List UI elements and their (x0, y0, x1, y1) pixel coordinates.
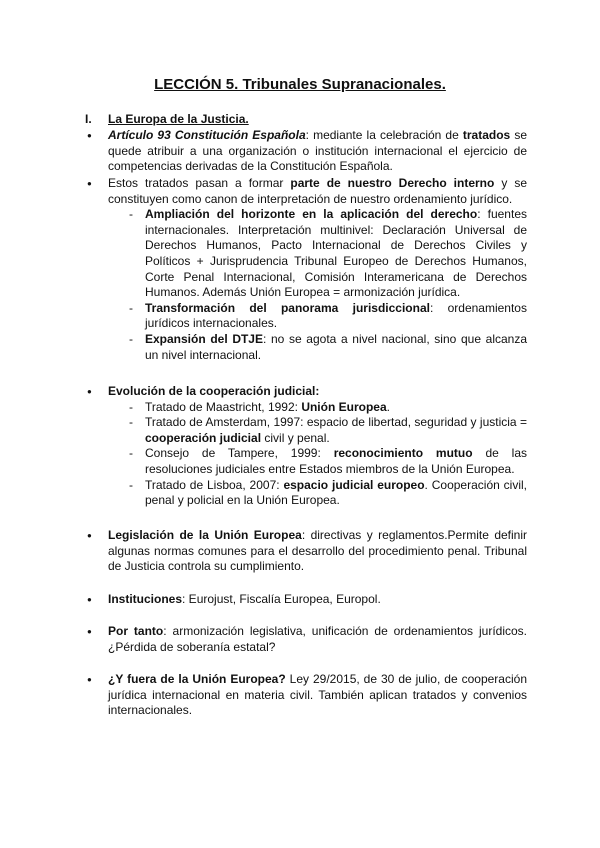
sub-item-expansion: - Expansión del DTJE: no se agota a nivel nacional, sino que alcanza un nivel internacional. (145, 332, 527, 363)
section-heading (85, 112, 525, 128)
sub-item-tampere: - Consejo de Tampere, 1999: reconocimiento mutuo de las resoluciones judiciales entre Estados miembros de la Unión Europea. (145, 446, 527, 477)
bullet-articulo-93: ● Artículo 93 Constitución Española: mediante la celebración de tratados se quede atribuir a una organización o institución internacional el ejercicio de competencias derivadas de la Constitución Española. (108, 128, 527, 175)
section-title: La Europa de la Justicia. (108, 112, 249, 126)
sub-item-maastricht: - Tratado de Maastricht, 1992: Unión Europea. (145, 400, 527, 416)
bullet-legislacion: ● Legislación de la Unión Europea: directivas y reglamentos.Permite definir algunas normas comunes para el desarrollo del procedimiento penal. Tribunal de Justicia controla su cumplimiento. (108, 528, 527, 575)
bullet-por-tanto: ● Por tanto: armonización legislativa, unificación de ordenamientos jurídicos. ¿Pérdida de soberanía estatal? (108, 624, 527, 655)
page-title: LECCIÓN 5. Tribunales Supranacionales. (154, 76, 446, 93)
bullet-fuera-ue: ● ¿Y fuera de la Unión Europea? Ley 29/2015, de 30 de julio, de cooperación jurídica internacional en materia civil. También aplican tratados y convenios internacionales. (108, 672, 527, 719)
bullet-tratados: ● Estos tratados pasan a formar parte de nuestro Derecho interno y se constituyen como canon de interpretación de nuestro ordenamiento jurídico. - Ampliación del horizonte en la aplicación del derecho: fuentes internacionales. Interpretación multinivel: Declaración Universal de Derechos Humanos, Pacto Internacional de Derechos Civiles y Políticos + Jurisprudencia Tribunal Europeo de Derechos Humanos, Corte Penal Internacional, Comisión Interamericana de Derechos Humanos. Además Unión Europea = armonización jurídica. - Transformación del panorama jurisdiccional: ordenamientos jurídicos internacionales. - Expansión del DTJE: no se agota a nivel nacional, sino que alcanza un nivel internacional. (108, 176, 527, 363)
sub-item-amsterdam: - Tratado de Amsterdam, 1997: espacio de libertad, seguridad y justicia = cooperación judicial civil y penal. (145, 415, 527, 446)
bullet-lead: Artículo 93 Constitución Española (108, 128, 306, 142)
sub-item-ampliacion: - Ampliación del horizonte en la aplicación del derecho: fuentes internacionales. Interpretación multinivel: Declaración Universal de Derechos Humanos, Pacto Internacional de Derechos Civiles y Políticos + Jurisprudencia Tribunal Europeo de Derechos Humanos, Corte Penal Internacional, Comisión Interamericana de Derechos Humanos. Además Unión Europea = armonización jurídica. (145, 207, 527, 301)
section-number: I. (85, 112, 92, 126)
bullet-instituciones: ● Instituciones: Eurojust, Fiscalía Europea, Europol. (108, 592, 527, 608)
bullet-evolucion: ● Evolución de la cooperación judicial: - Tratado de Maastricht, 1992: Unión Europea. - Tratado de Amsterdam, 1997: espacio de libertad, seguridad y justicia = cooperación judicial civil y penal. - Consejo de Tampere, 1999: reconocimiento mutuo de las resoluciones judiciales entre Estados miembros de la Unión Europea. - Tratado de Lisboa, 2007: espacio judicial europeo. Cooperación civil, penal y policial en la Unión Europea. (108, 384, 527, 509)
sub-item-lisboa: - Tratado de Lisboa, 2007: espacio judicial europeo. Cooperación civil, penal y policial en la Unión Europea. (145, 478, 527, 509)
sub-item-transformacion: - Transformación del panorama jurisdiccional: ordenamientos jurídicos internacionales. (145, 301, 527, 332)
